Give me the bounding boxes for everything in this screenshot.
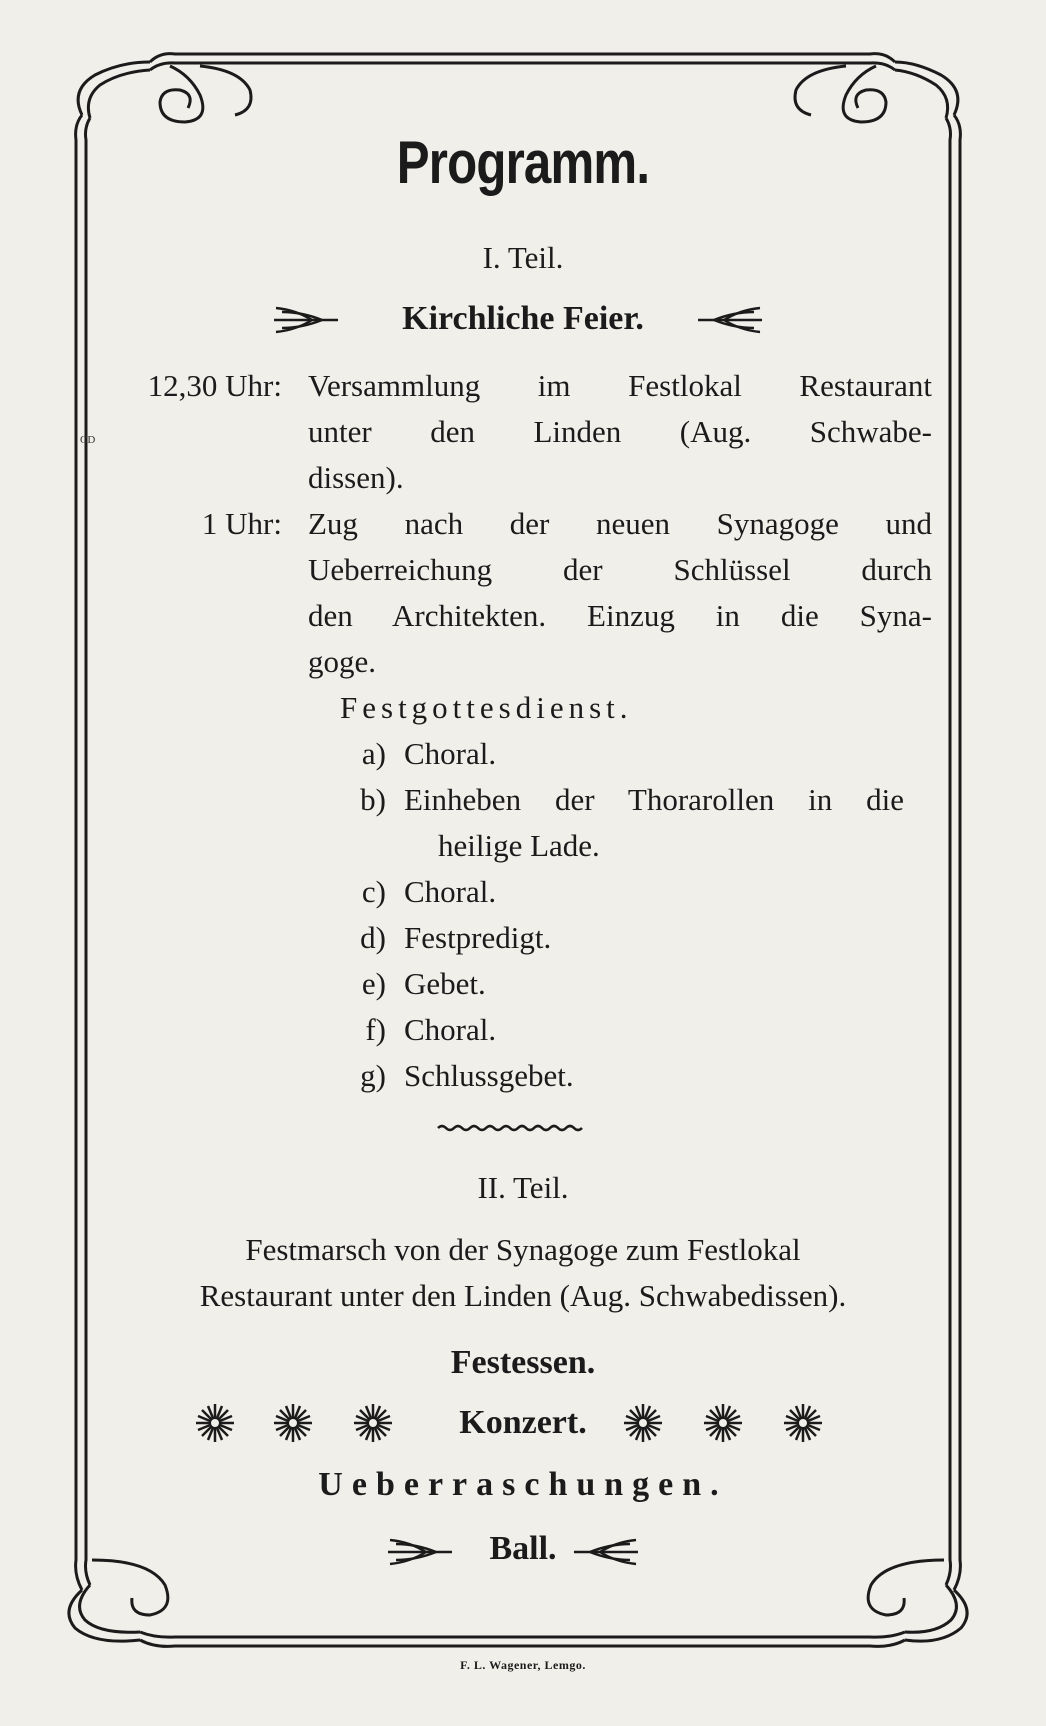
konzert-heading: Konzert. (459, 1404, 587, 1441)
star-ornament-icon (782, 1402, 824, 1444)
star-ornament-icon (622, 1402, 664, 1444)
schedule-1-line-1: Versammlung im Festlokal Restaurant (308, 368, 932, 403)
ball-heading: Ball. (489, 1530, 557, 1567)
leaf-flourish-right-icon (572, 1536, 640, 1568)
wavy-divider (438, 1126, 582, 1130)
schedule-2-line-4: goge. (308, 644, 377, 679)
service-item-letter: d) (360, 920, 386, 955)
schedule-2-line-3: den Architekten. Einzug in die Syna- (308, 598, 932, 633)
schedule-1-line-2: unter den Linden (Aug. Schwabe- (308, 414, 932, 449)
service-item-letter: f) (365, 1012, 386, 1047)
service-item-text: Festpredigt. (404, 920, 552, 955)
march-line-2: Restaurant unter den Linden (Aug. Schwabedissen). (199, 1278, 847, 1313)
march-line-1: Festmarsch von der Synagoge zum Festlokal (245, 1232, 801, 1267)
service-item-letter: a) (361, 736, 386, 771)
schedule-2-line-2: Ueberreichung der Schlüssel durch (308, 552, 932, 587)
service-item-text: Choral. (404, 1012, 497, 1047)
printer-imprint: F. L. Wagener, Lemgo. (460, 1658, 586, 1672)
service-item-text: Einheben der Thorarollen in die (404, 782, 904, 817)
schedule-2-line-1: Zug nach der neuen Synagoge und (308, 506, 932, 541)
star-ornament-icon (702, 1402, 744, 1444)
margin-note: CD (80, 434, 96, 446)
leaf-flourish-right-icon (696, 304, 764, 336)
ueberraschungen-heading: Ueberraschungen. (318, 1466, 728, 1503)
part-two-label: II. Teil. (477, 1170, 569, 1205)
service-item-text: Schlussgebet. (404, 1058, 574, 1093)
service-item-letter: c) (361, 874, 386, 909)
service-item-text: Gebet. (404, 966, 486, 1001)
service-item-text: Choral. (404, 874, 497, 909)
schedule-1-line-3: dissen). (308, 460, 404, 495)
service-item-letter: b) (360, 782, 386, 817)
service-title: Festgottesdienst. (340, 690, 633, 725)
schedule-time-1: 12,30 Uhr: (147, 368, 282, 403)
service-item-text-continued: heilige Lade. (438, 828, 600, 863)
page-title: Programm. (396, 129, 650, 196)
service-item-letter: g) (360, 1058, 386, 1093)
service-item-letter: e) (361, 966, 386, 1001)
schedule-time-2: 1 Uhr: (201, 506, 282, 541)
part-one-heading: Kirchliche Feier. (402, 300, 644, 337)
service-item-text: Choral. (404, 736, 497, 771)
part-one-label: I. Teil. (482, 240, 564, 275)
festessen-heading: Festessen. (450, 1344, 596, 1381)
